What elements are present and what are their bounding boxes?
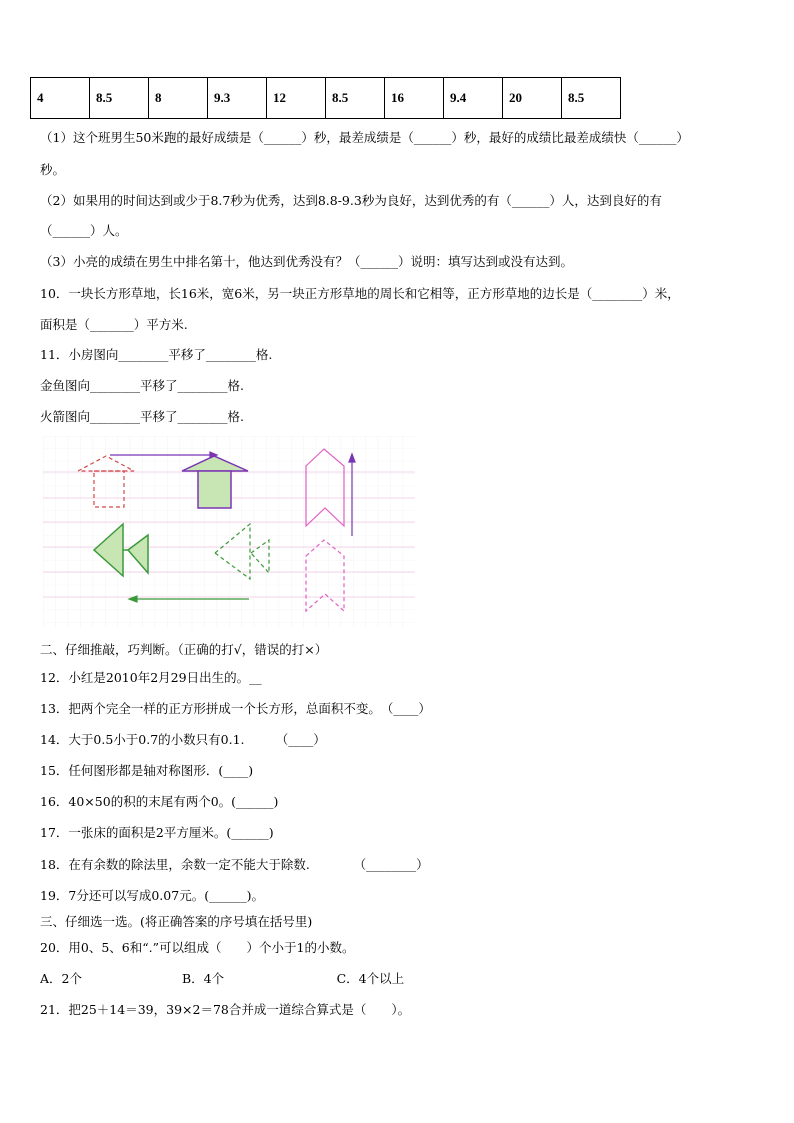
question-15: 15．任何图形都是轴对称图形．(____) bbox=[40, 763, 254, 778]
question-13: 13．把两个完全一样的正方形拼成一个长方形，总面积不变。 （____） bbox=[40, 701, 431, 716]
question-9-part-2-cont: （______）人。 bbox=[40, 223, 128, 238]
table-cell: 4 bbox=[31, 78, 90, 119]
section-3-heading: 三、仔细选一选。(将正确答案的序号填在括号里) bbox=[40, 914, 313, 929]
table-cell: 8.5 bbox=[326, 78, 385, 119]
table-cell: 8 bbox=[149, 78, 208, 119]
question-11-fish: 金鱼图向________平移了________格. bbox=[40, 378, 244, 393]
table-cell: 20 bbox=[503, 78, 562, 119]
question-14: 14．大于0.5小于0.7的小数只有0.1. （____） bbox=[40, 732, 326, 747]
question-10: 10．一块长方形草地，长16米，宽6米，另一块正方形草地的周长和它相等，正方形草地的边长是（________）米， bbox=[40, 286, 680, 301]
question-19: 19．7分还可以写成0.07元。(______)。 bbox=[40, 888, 264, 903]
question-16: 16．40×50的积的末尾有两个0。(______) bbox=[40, 794, 279, 809]
question-18: 18．在有余数的除法里，余数一定不能大于除数. （________） bbox=[40, 857, 429, 872]
table-cell: 16 bbox=[385, 78, 444, 119]
question-10-cont: 面积是（_______）平方米. bbox=[40, 317, 188, 332]
question-9-part-2: （2）如果用的时间达到或少于8.7秒为优秀，达到8.8-9.3秒为良好，达到优秀的有（______）人，达到良好的有 bbox=[40, 193, 662, 208]
question-20-options: A．2个 B．4个 C．4个以上 bbox=[40, 971, 405, 986]
score-table bbox=[30, 77, 621, 119]
question-9-part-1: （1）这个班男生50米跑的最好成绩是（______）秒，最差成绩是（______）秒，最好的成绩比最差成绩快（______） bbox=[40, 130, 689, 145]
table-cell: 8.5 bbox=[90, 78, 149, 119]
question-17: 17．一张床的面积是2平方厘米。(______) bbox=[40, 825, 274, 840]
section-2-heading: 二、仔细推敲，巧判断。（正确的打√，错误的打×） bbox=[40, 642, 328, 657]
translation-figure bbox=[43, 436, 415, 628]
question-9-part-3: （3）小亮的成绩在男生中排名第十，他达到优秀没有？（______）说明：填写达到或没有达到。 bbox=[40, 254, 573, 269]
question-12: 12．小红是2010年2月29日出生的。__ bbox=[40, 670, 262, 685]
question-20: 20．用0、5、6和“.”可以组成（ ）个小于1的小数。 bbox=[40, 940, 355, 955]
table-cell: 8.5 bbox=[562, 78, 621, 119]
table-cell: 9.4 bbox=[444, 78, 503, 119]
translation-grid bbox=[43, 436, 415, 628]
table-cell: 12 bbox=[267, 78, 326, 119]
table-row bbox=[31, 78, 621, 119]
question-21: 21．把25＋14＝39，39×2＝78合并成一道综合算式是（ ）。 bbox=[40, 1002, 411, 1017]
question-11-house: 11．小房图向________平移了________格. bbox=[40, 347, 273, 362]
question-11-rocket: 火箭图向________平移了________格. bbox=[40, 409, 244, 424]
table-cell: 9.3 bbox=[208, 78, 267, 119]
question-9-part-1-cont: 秒。 bbox=[40, 162, 66, 177]
